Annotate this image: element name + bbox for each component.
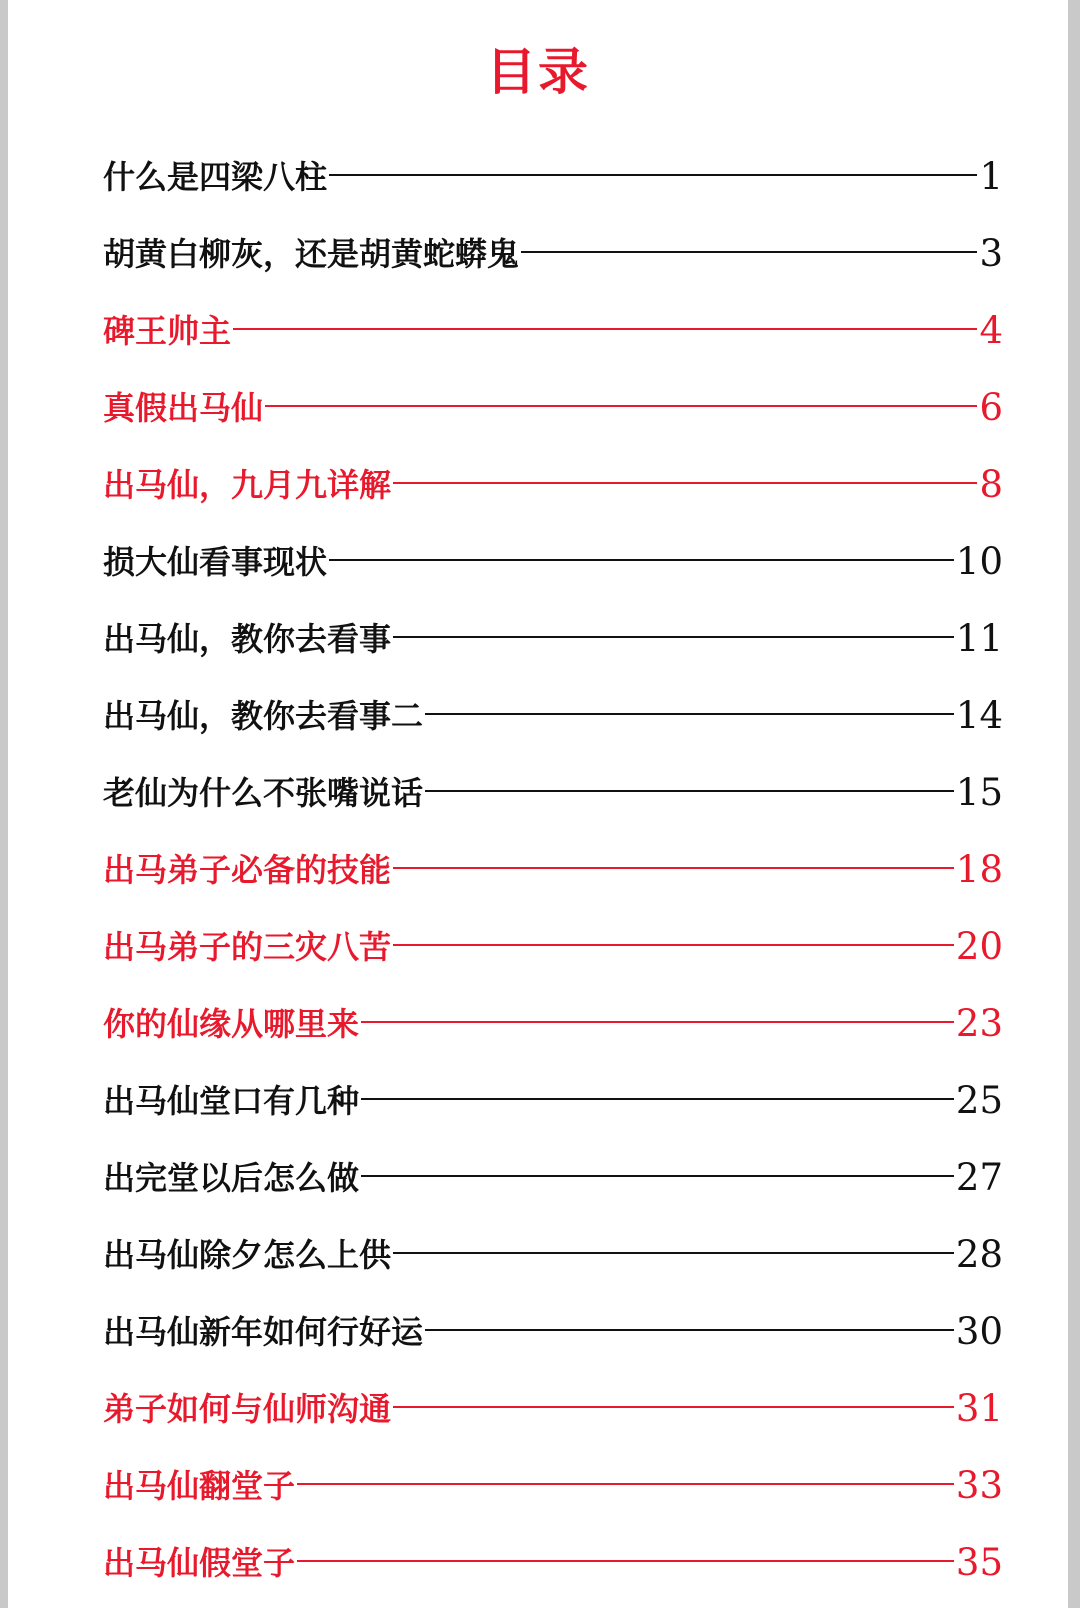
toc-entry-page-number: 28 bbox=[955, 1232, 1003, 1276]
toc-leader-line bbox=[393, 1252, 954, 1254]
toc-entry-title: 胡黄白柳灰，还是胡黄蛇蟒鬼 bbox=[103, 234, 520, 273]
document-page bbox=[8, 0, 1068, 1608]
toc-entry-page-number: 1 bbox=[979, 154, 1003, 198]
toc-leader-line bbox=[425, 1329, 954, 1331]
toc-entry-title: 出马仙，教你去看事二 bbox=[103, 696, 424, 735]
toc-entry[interactable] bbox=[103, 1062, 1003, 1139]
toc-entry-page-number: 20 bbox=[955, 924, 1003, 968]
toc-leader-line bbox=[393, 482, 977, 484]
toc-entry[interactable] bbox=[103, 1139, 1003, 1216]
toc-entry-title: 真假出马仙 bbox=[103, 388, 264, 427]
toc-entry[interactable] bbox=[103, 1447, 1003, 1524]
toc-entry[interactable] bbox=[103, 369, 1003, 446]
toc-entry-page-number: 4 bbox=[979, 308, 1003, 352]
toc-leader-line bbox=[393, 867, 954, 869]
toc-entry[interactable] bbox=[103, 985, 1003, 1062]
page-title: 目录 bbox=[486, 42, 590, 101]
toc-leader-line bbox=[425, 790, 954, 792]
toc-leader-line bbox=[361, 1175, 954, 1177]
toc-entry[interactable] bbox=[103, 1216, 1003, 1293]
toc-entry[interactable] bbox=[103, 1293, 1003, 1370]
toc-entry[interactable] bbox=[103, 215, 1003, 292]
toc-entry-page-number: 30 bbox=[955, 1309, 1003, 1353]
toc-entry-title: 出马仙新年如何行好运 bbox=[103, 1312, 424, 1351]
toc-entry-title: 损大仙看事现状 bbox=[103, 542, 328, 581]
table-of-contents bbox=[103, 138, 1003, 1601]
toc-entry[interactable] bbox=[103, 292, 1003, 369]
toc-entry[interactable] bbox=[103, 523, 1003, 600]
toc-entry-page-number: 15 bbox=[955, 770, 1003, 814]
toc-entry-page-number: 14 bbox=[955, 693, 1003, 737]
toc-entry-page-number: 11 bbox=[955, 616, 1003, 660]
toc-entry-page-number: 35 bbox=[955, 1540, 1003, 1584]
toc-entry-title: 出马弟子必备的技能 bbox=[103, 850, 392, 889]
toc-entry-title: 出马仙除夕怎么上供 bbox=[103, 1235, 392, 1274]
toc-entry-page-number: 33 bbox=[955, 1463, 1003, 1507]
toc-entry[interactable] bbox=[103, 677, 1003, 754]
toc-entry[interactable] bbox=[103, 138, 1003, 215]
toc-entry[interactable] bbox=[103, 446, 1003, 523]
toc-entry[interactable] bbox=[103, 908, 1003, 985]
toc-entry-page-number: 27 bbox=[955, 1155, 1003, 1199]
toc-entry-page-number: 31 bbox=[955, 1386, 1003, 1430]
toc-entry-title: 出完堂以后怎么做 bbox=[103, 1158, 360, 1197]
toc-entry-title: 出马仙翻堂子 bbox=[103, 1466, 296, 1505]
toc-entry-page-number: 18 bbox=[955, 847, 1003, 891]
toc-leader-line bbox=[425, 713, 954, 715]
toc-entry-title: 出马弟子的三灾八苦 bbox=[103, 927, 392, 966]
toc-leader-line bbox=[297, 1560, 954, 1562]
toc-entry-page-number: 6 bbox=[979, 385, 1003, 429]
toc-entry[interactable] bbox=[103, 600, 1003, 677]
toc-entry-page-number: 23 bbox=[955, 1001, 1003, 1045]
toc-entry[interactable] bbox=[103, 754, 1003, 831]
toc-entry-page-number: 10 bbox=[955, 539, 1003, 583]
toc-entry[interactable] bbox=[103, 1370, 1003, 1447]
toc-leader-line bbox=[393, 1406, 954, 1408]
toc-leader-line bbox=[297, 1483, 954, 1485]
toc-entry-title: 出马仙假堂子 bbox=[103, 1543, 296, 1582]
toc-entry-title: 老仙为什么不张嘴说话 bbox=[103, 773, 424, 812]
toc-entry-title: 碑王帅主 bbox=[103, 311, 232, 350]
toc-leader-line bbox=[393, 636, 954, 638]
toc-entry-page-number: 25 bbox=[955, 1078, 1003, 1122]
toc-entry-title: 什么是四梁八柱 bbox=[103, 157, 328, 196]
toc-entry-title: 出马仙，教你去看事 bbox=[103, 619, 392, 658]
toc-leader-line bbox=[329, 174, 977, 176]
toc-entry[interactable] bbox=[103, 1524, 1003, 1601]
toc-entry[interactable] bbox=[103, 831, 1003, 908]
toc-leader-line bbox=[361, 1098, 954, 1100]
toc-entry-title: 弟子如何与仙师沟通 bbox=[103, 1389, 392, 1428]
toc-entry-title: 出马仙堂口有几种 bbox=[103, 1081, 360, 1120]
toc-leader-line bbox=[361, 1021, 954, 1023]
toc-leader-line bbox=[265, 405, 977, 407]
toc-leader-line bbox=[521, 251, 977, 253]
toc-leader-line bbox=[329, 559, 954, 561]
toc-entry-page-number: 3 bbox=[979, 231, 1003, 275]
toc-entry-title: 你的仙缘从哪里来 bbox=[103, 1004, 360, 1043]
toc-entry-title: 出马仙，九月九详解 bbox=[103, 465, 392, 504]
toc-entry-page-number: 8 bbox=[979, 462, 1003, 506]
toc-leader-line bbox=[393, 944, 954, 946]
toc-leader-line bbox=[233, 328, 977, 330]
